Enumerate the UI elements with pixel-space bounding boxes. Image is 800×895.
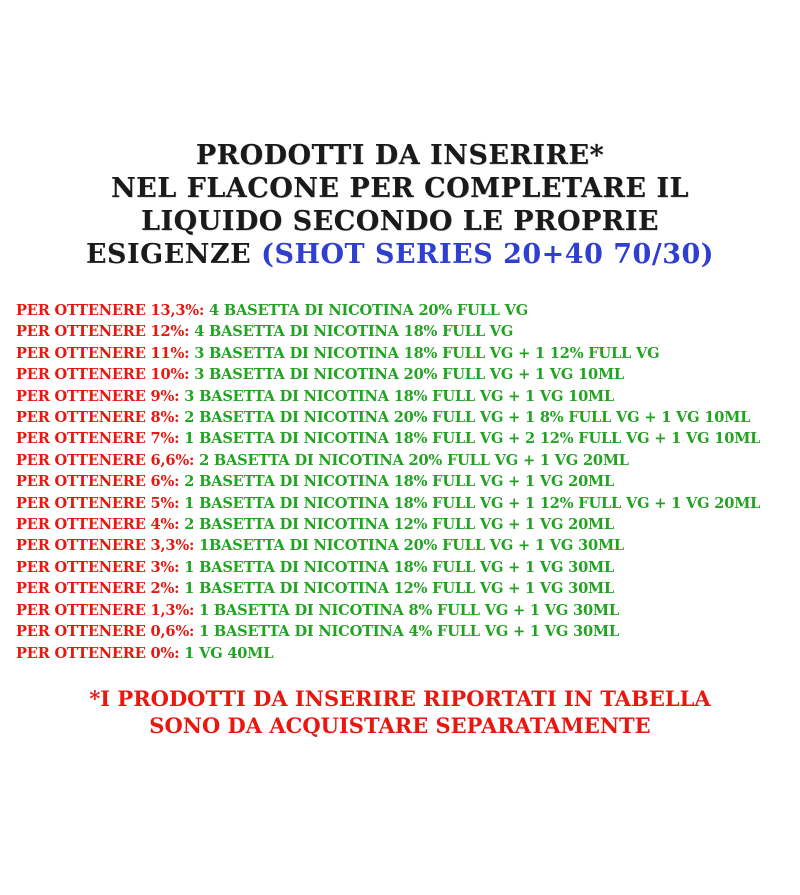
list-item bbox=[16, 428, 792, 449]
recipe-label: PER OTTENERE 7%: bbox=[16, 430, 180, 448]
list-item bbox=[16, 364, 792, 385]
title-line-2: NEL FLACONE PER COMPLETARE IL bbox=[111, 172, 689, 204]
list-item bbox=[16, 535, 792, 556]
recipe-value: 1 BASETTA DI NICOTINA 18% FULL VG + 1 VG 30ML bbox=[184, 558, 615, 576]
list-item bbox=[16, 450, 792, 471]
recipe-value: 1 BASETTA DI NICOTINA 8% FULL VG + 1 VG 30ML bbox=[199, 601, 619, 619]
recipe-label: PER OTTENERE 12%: bbox=[16, 323, 190, 341]
list-item bbox=[16, 343, 792, 364]
list-item bbox=[16, 300, 792, 321]
title-shot-series-label: (SHOT SERIES 20+40 70/30) bbox=[261, 238, 715, 270]
footnote bbox=[0, 685, 800, 739]
recipe-label: PER OTTENERE 6%: bbox=[16, 473, 180, 491]
list-item bbox=[16, 621, 792, 642]
recipe-value: 2 BASETTA DI NICOTINA 18% FULL VG + 1 VG 20ML bbox=[184, 473, 615, 491]
recipe-label: PER OTTENERE 9%: bbox=[16, 387, 180, 405]
recipe-value: 2 BASETTA DI NICOTINA 20% FULL VG + 1 8% FULL VG + 1 VG 10ML bbox=[184, 409, 751, 427]
recipe-label: PER OTTENERE 8%: bbox=[16, 409, 180, 427]
list-item bbox=[16, 557, 792, 578]
recipe-label: PER OTTENERE 11%: bbox=[16, 344, 190, 362]
list-item bbox=[16, 578, 792, 599]
recipe-value: 4 BASETTA DI NICOTINA 18% FULL VG bbox=[194, 323, 514, 341]
recipe-value: 2 BASETTA DI NICOTINA 20% FULL VG + 1 VG 20ML bbox=[199, 451, 629, 469]
recipe-value: 1 BASETTA DI NICOTINA 12% FULL VG + 1 VG 30ML bbox=[184, 580, 615, 598]
recipe-value: 3 BASETTA DI NICOTINA 20% FULL VG + 1 VG 10ML bbox=[194, 366, 624, 384]
list-item bbox=[16, 407, 792, 428]
recipe-label: PER OTTENERE 4%: bbox=[16, 516, 180, 534]
list-item bbox=[16, 386, 792, 407]
recipe-value: 1 BASETTA DI NICOTINA 18% FULL VG + 2 12% FULL VG + 1 VG 10ML bbox=[184, 430, 761, 448]
list-item bbox=[16, 600, 792, 621]
list-item bbox=[16, 493, 792, 514]
recipe-label: PER OTTENERE 0%: bbox=[16, 644, 180, 662]
recipe-list bbox=[16, 300, 792, 664]
recipe-label: PER OTTENERE 3,3%: bbox=[16, 537, 195, 555]
recipe-value: 1 VG 40ML bbox=[184, 644, 274, 662]
footnote-line-2: SONO DA ACQUISTARE SEPARATAMENTE bbox=[149, 713, 651, 738]
list-item bbox=[16, 321, 792, 342]
list-item bbox=[16, 514, 792, 535]
recipe-value: 3 BASETTA DI NICOTINA 18% FULL VG + 1 VG 10ML bbox=[184, 387, 615, 405]
title-line-4 bbox=[0, 239, 800, 272]
recipe-value: 1 BASETTA DI NICOTINA 18% FULL VG + 1 12% FULL VG + 1 VG 20ML bbox=[184, 494, 761, 512]
title-line-3: LIQUIDO SECONDO LE PROPRIE bbox=[141, 205, 659, 237]
recipe-value: 2 BASETTA DI NICOTINA 12% FULL VG + 1 VG 20ML bbox=[184, 516, 615, 534]
recipe-label: PER OTTENERE 1,3%: bbox=[16, 601, 195, 619]
recipe-label: PER OTTENERE 2%: bbox=[16, 580, 180, 598]
list-item bbox=[16, 471, 792, 492]
title-line-4-main: ESIGENZE bbox=[85, 238, 252, 270]
recipe-label: PER OTTENERE 13,3%: bbox=[16, 302, 205, 319]
recipe-value: 4 BASETTA DI NICOTINA 20% FULL VG bbox=[209, 302, 529, 319]
recipe-label: PER OTTENERE 10%: bbox=[16, 366, 190, 384]
recipe-value: 1BASETTA DI NICOTINA 20% FULL VG + 1 VG 30ML bbox=[199, 537, 624, 555]
footnote-line-1: *I PRODOTTI DA INSERIRE RIPORTATI IN TABELLA bbox=[89, 686, 711, 711]
recipe-label: PER OTTENERE 6,6%: bbox=[16, 451, 195, 469]
recipe-label: PER OTTENERE 5%: bbox=[16, 494, 180, 512]
recipe-value: 3 BASETTA DI NICOTINA 18% FULL VG + 1 12% FULL VG bbox=[194, 344, 660, 362]
list-item bbox=[16, 643, 792, 664]
page-title bbox=[0, 140, 800, 272]
recipe-label: PER OTTENERE 0,6%: bbox=[16, 623, 195, 641]
title-line-1: PRODOTTI DA INSERIRE* bbox=[195, 140, 605, 171]
recipe-value: 1 BASETTA DI NICOTINA 4% FULL VG + 1 VG 30ML bbox=[199, 623, 619, 641]
recipe-label: PER OTTENERE 3%: bbox=[16, 558, 180, 576]
